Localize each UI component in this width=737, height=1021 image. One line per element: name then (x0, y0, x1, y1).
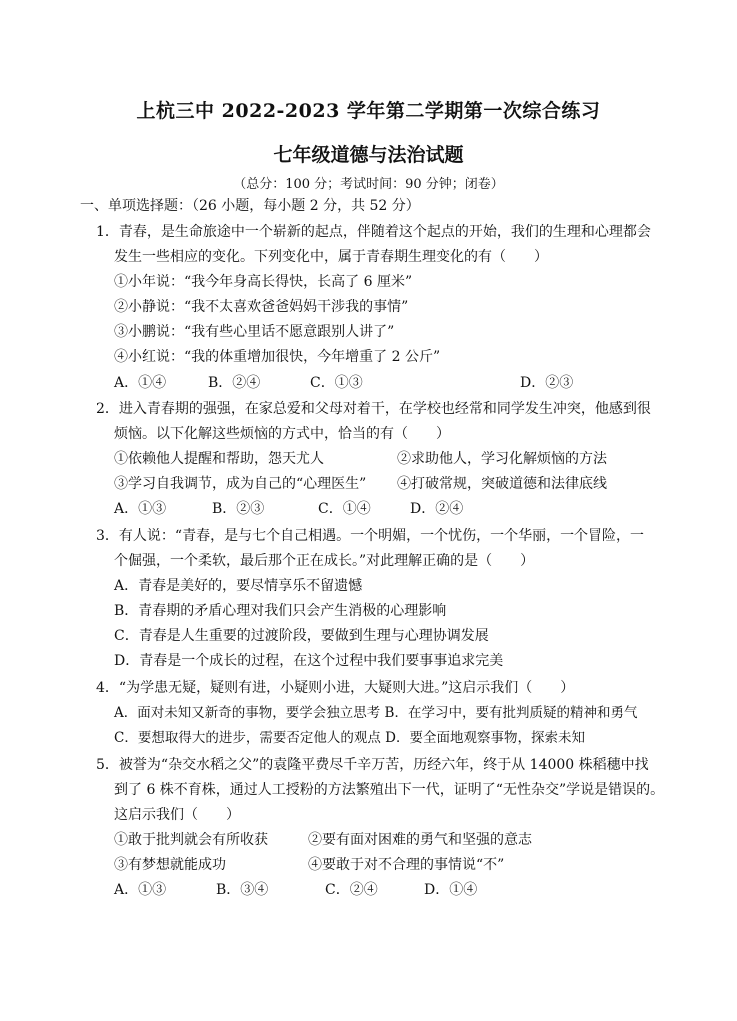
q2-item-4: ④打破常规，突破道德和法律底线 (397, 476, 607, 492)
q3-option-a: A．青春是美好的，要尽情享乐不留遗憾 (114, 578, 363, 594)
q2-item-2: ②求助他人，学习化解烦恼的方法 (397, 451, 607, 467)
q4-options-cd: C．要想取得大的进步，需要否定他人的观点 D．要全面地观察事物，探索未知 (114, 730, 585, 746)
q3-stem-line1: 3．有人说：“青春，是与七个自己相遇。一个明媚，一个忧伤，一个华丽，一个冒险，一 (96, 528, 645, 544)
q3-option-c: C．青春是人生重要的过渡阶段，要做到生理与心理协调发展 (114, 628, 489, 644)
q3-stem-line2: 个倔强，一个柔软，最后那个正在成长。”对此理解正确的是（ ） (114, 553, 535, 569)
q3-option-d: D．青春是一个成长的过程，在这个过程中我们要事事追求完美 (114, 653, 504, 669)
q5-item-2: ②要有面对困难的勇气和坚强的意志 (308, 832, 532, 848)
q5-stem-line2: 到了 6 株不育株，通过人工授粉的方法繁殖出下一代，证明了“无性杂交”学说是错误的。 (114, 782, 665, 798)
q4-options-ab: A．面对未知又新奇的事物，要学会独立思考 B．在学习中，要有批判质疑的精神和勇气 (114, 705, 638, 721)
q3-option-b: B．青春期的矛盾心理对我们只会产生消极的心理影响 (114, 603, 447, 619)
q2-item-1: ①依赖他人提醒和帮助，怨天尤人 (114, 451, 324, 467)
q1-stem-line1: 1．青春，是生命旅途中一个崭新的起点，伴随着这个起点的开始，我们的生理和心理都会 (96, 224, 651, 240)
q2-stem-line1: 2．进入青春期的强强，在家总爱和父母对着干，在学校也经常和同学发生冲突，他感到很 (96, 401, 651, 417)
q1-option-d: D．②③ (520, 375, 574, 391)
q2-option-d: D．②④ (410, 501, 464, 517)
q2-stem-line2: 烦恼。以下化解这些烦恼的方式中，恰当的有（ ） (114, 426, 450, 442)
exam-subtitle: 七年级道德与法治试题 (273, 144, 464, 166)
q1-option-a: A．①④ (114, 375, 167, 391)
exam-info: （总分：100 分；考试时间：90 分钟；闭卷） (233, 177, 504, 192)
q5-option-b: B．③④ (216, 882, 269, 898)
q5-option-a: A．①③ (114, 882, 167, 898)
q2-option-c: C．①④ (318, 501, 371, 517)
q5-item-4: ④要敢于对不合理的事情说“不” (308, 857, 505, 873)
q5-stem-line3: 这启示我们（ ） (114, 807, 240, 823)
q5-stem-line1: 5．被誉为“杂交水稻之父”的袁隆平费尽千辛万苦，历经六年，终于从 14000 株稻穗中找 (96, 757, 649, 773)
section-heading: 一、单项选择题：（26 小题，每小题 2 分，共 52 分） (80, 198, 420, 214)
q5-option-d: D．①④ (424, 882, 478, 898)
q1-stem-line2: 发生一些相应的变化。下列变化中，属于青春期生理变化的有（ ） (114, 249, 548, 265)
q2-item-3: ③学习自我调节，成为自己的“心理医生” (114, 476, 367, 492)
exam-title: 上杭三中 2022-2023 学年第二学期第一次综合练习 (136, 100, 601, 122)
q1-item-3: ③小鹏说：“我有些心里话不愿意跟别人讲了” (114, 324, 395, 340)
q1-item-4: ④小红说：“我的体重增加很快，今年增重了 2 公斤” (114, 349, 441, 365)
q5-option-c: C．②④ (325, 882, 378, 898)
q5-item-1: ①敢于批判就会有所收获 (114, 832, 268, 848)
q2-option-b: B．②③ (212, 501, 265, 517)
q5-item-3: ③有梦想就能成功 (114, 857, 226, 873)
q1-item-2: ②小静说：“我不太喜欢爸爸妈妈干涉我的事情” (114, 299, 409, 315)
q2-option-a: A．①③ (114, 501, 167, 517)
q1-item-1: ①小年说：“我今年身高长得快，长高了 6 厘米” (114, 274, 413, 290)
q4-stem-line1: 4．“为学患无疑，疑则有进，小疑则小进，大疑则大进。”这启示我们（ ） (96, 680, 575, 696)
q1-option-b: B．②④ (208, 375, 261, 391)
q1-option-c: C．①③ (310, 375, 363, 391)
